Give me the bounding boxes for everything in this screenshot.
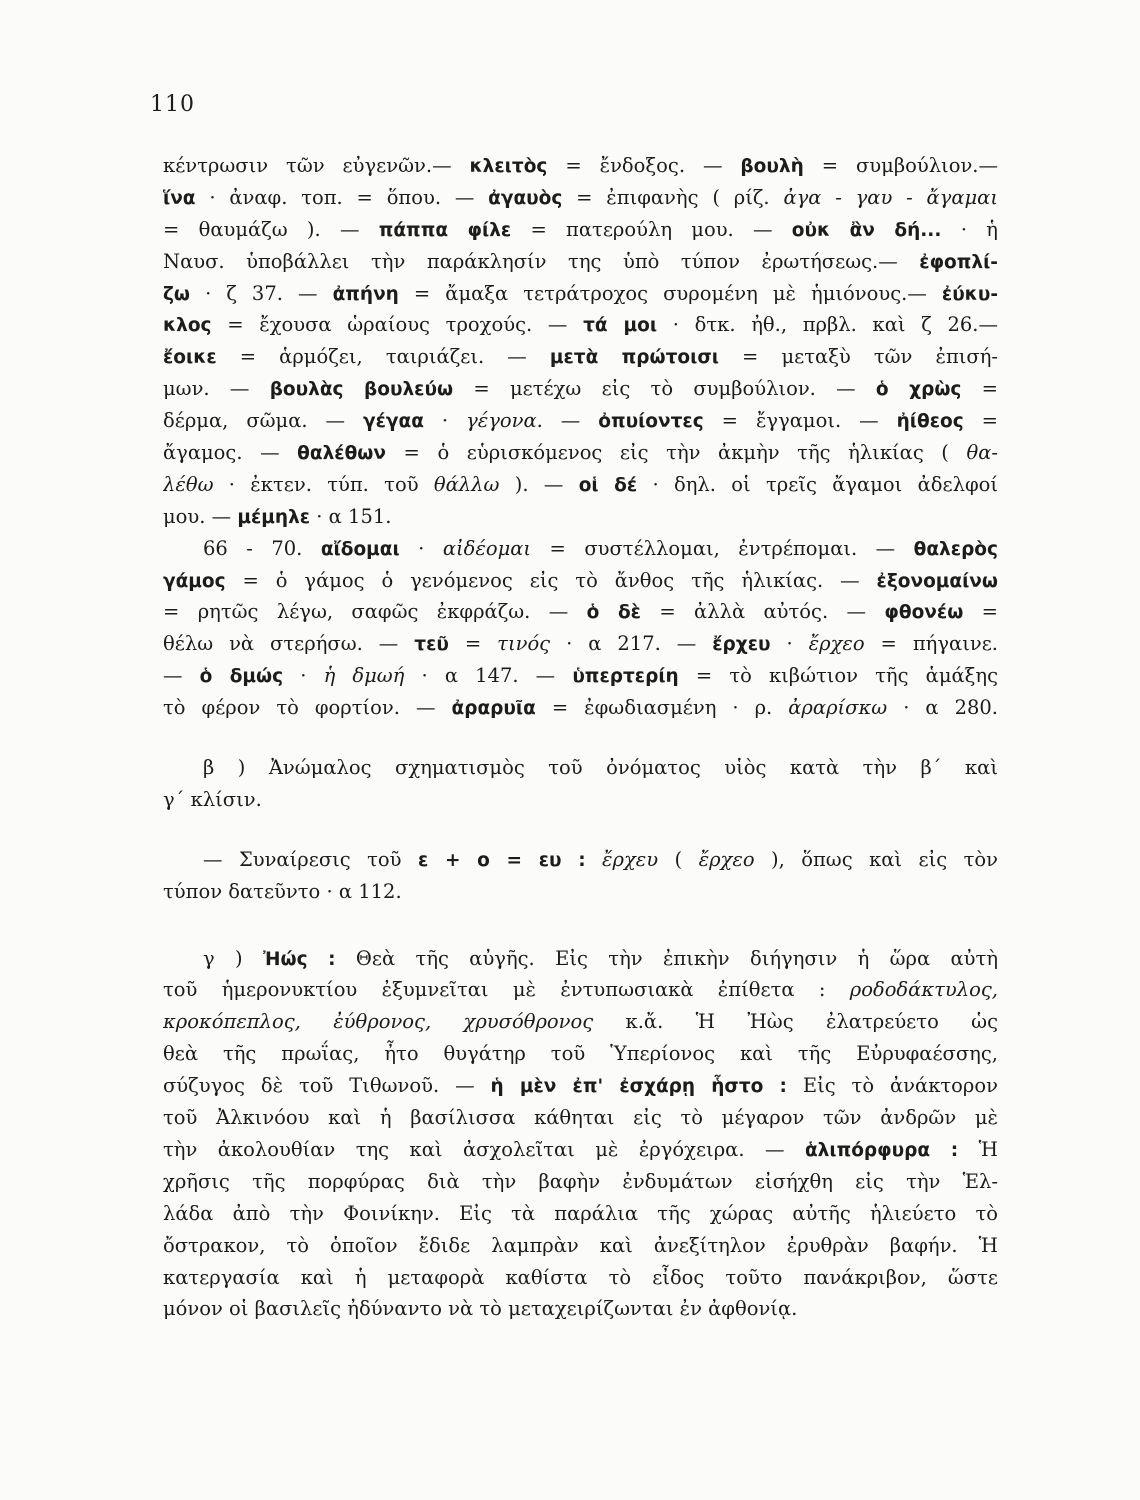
text-line: τύπον δατεῦντο · α 112. — [163, 879, 402, 903]
text-line: = θαυμάζω ). — πάππα φίλε = πατερούλη μου. — οὐκ ἂν δή... · ἡ — [163, 217, 998, 241]
text-line: τὸ φέρον τὸ φορτίον. — ἀραρυῖα = ἐφωδιασμένη · ρ. ἀραρίσκω · α 280. — [163, 696, 998, 720]
text-line: τοῦ ἡμερονυκτίου ἐξυμνεῖται μὲ ἐντυπωσιακὰ ἐπίθετα : ροδοδάκτυλος, — [163, 978, 998, 1002]
text-line: — Συναίρεσις τοῦ ε + ο = ευ : ἔρχευ ( ἔρχεο ), ὅπως καὶ εἰς τὸν — [203, 847, 998, 871]
text-line: ὄστρακον, τὸ ὁποῖον ἔδιδε λαμπρὰν καὶ ἀνεξίτηλον ἐρυθρὰν βαφήν. Ἡ — [163, 1233, 998, 1257]
text-line: τὴν ἀκολουθίαν της καὶ ἀσχολεῖται μὲ ἐργόχειρα. — ἁλιπόρφυρα : Ἡ — [163, 1137, 998, 1161]
text-line: κλος = ἔχουσα ὡραίους τροχούς. — τά μοι · δτκ. ἠθ., πρβλ. καὶ ζ 26.— — [163, 313, 998, 337]
text-line: Ναυσ. ὑποβάλλει τὴν παράκλησίν της ὑπὸ τύπον ἐρωτήσεως.— ἐφοπλί- — [163, 249, 998, 273]
text-line: γ΄ κλίσιν. — [163, 787, 262, 811]
text-line: τοῦ Ἀλκινόου καὶ ἡ βασίλισσα κάθηται εἰς τὸ μέγαρον τῶν ἀνδρῶν μὲ — [163, 1106, 998, 1130]
paragraph-gap — [163, 908, 998, 943]
paragraph-gap — [163, 816, 998, 844]
text-line: — ὁ δμώς · ἡ δμωή · α 147. — ὑπερτερίη = τὸ κιβώτιον τῆς ἁμάξης — [163, 664, 998, 688]
text-line: θεὰ τῆς πρωΐας, ἦτο θυγάτηρ τοῦ Ὑπερίονος καὶ τῆς Εὐρυφαέσσης, — [163, 1042, 998, 1066]
text-line: κατεργασία καὶ ἡ μεταφορὰ καθίστα τὸ εἶδος τοῦτο πανάκριβον, ὥστε — [163, 1265, 998, 1289]
text-line: = ρητῶς λέγω, σαφῶς ἐκφράζω. — ὁ δὲ = ἀλλὰ αὐτός. — φθονέω = — [163, 600, 998, 624]
text-line: ἵνα · ἀναφ. τοπ. = ὅπου. — ἀγαυὸς = ἐπιφανὴς ( ρίζ. ἀγα - γαυ - ἄγαμαι — [163, 185, 998, 209]
text-line: ἄγαμος. — θαλέθων = ὁ εὑρισκόμενος εἰς τὴν ἀκμὴν τῆς ἡλικίας ( θα- — [163, 441, 998, 465]
text-line: μόνον οἱ βασιλεῖς ἠδύναντο νὰ τὸ μεταχειρίζωνται ἐν ἀφθονίᾳ. — [163, 1297, 798, 1321]
paragraph-gap — [163, 724, 998, 752]
text-line: μων. — βουλὰς βουλεύω = μετέχω εἰς τὸ συμβούλιον. — ὁ χρὼς = — [163, 377, 998, 401]
page-number: 110 — [150, 92, 195, 117]
text-line: χρῆσις τῆς πορφύρας διὰ τὴν βαφὴν ἐνδυμάτων εἰσήχθη εἰς τὴν Ἑλ- — [163, 1169, 998, 1193]
text-line: β ) Ἀνώμαλος σχηματισμὸς τοῦ ὀνόματος υἱὸς κατὰ τὴν β΄ καὶ — [203, 756, 998, 780]
text-line: γ ) Ἠώς : Θεὰ τῆς αὐγῆς. Εἰς τὴν ἐπικὴν διήγησιν ἡ ὥρα αὐτὴ — [203, 946, 998, 970]
text-line: κροκόπεπλος, ἐύθρονος, χρυσόθρονος κ.ἄ. Ἡ Ἠὼς ἐλατρεύετο ὡς — [163, 1010, 998, 1034]
text-line: κέντρωσιν τῶν εὐγενῶν.— κλειτὸς = ἔνδοξος. — βουλὴ = συμβούλιον.— — [163, 154, 998, 177]
text-line: λέθω · ἐκτεν. τύπ. τοῦ θάλλω ). — οἱ δέ · δηλ. οἱ τρεῖς ἄγαμοι ἀδελφοί — [163, 472, 998, 496]
text-line: 66 - 70. αἴδομαι · αἰδέομαι = συστέλλομαι, ἐντρέπομαι. — θαλερὸς — [203, 536, 998, 560]
main-text — [163, 150, 998, 1325]
text-line: γάμος = ὁ γάμος ὁ γενόμενος εἰς τὸ ἄνθος τῆς ἡλικίας. — ἐξονομαίνω — [163, 568, 998, 592]
text-line: ἔοικε = ἁρμόζει, ταιριάζει. — μετὰ πρώτοισι = μεταξὺ τῶν ἐπισή- — [163, 345, 998, 369]
text-line: ζω · ζ 37. — ἀπήνη = ἄμαξα τετράτροχος συρομένη μὲ ἡμιόνους.— ἐύκυ- — [163, 281, 998, 305]
text-line: θέλω νὰ στερήσω. — τεῦ = τινός · α 217. — ἔρχευ · ἔρχεο = πήγαινε. — [163, 632, 998, 656]
text-line: μου. — μέμηλε · α 151. — [163, 504, 392, 528]
text-line: δέρμα, σῶμα. — γέγαα · γέγονα. — ὀπυίοντες = ἔγγαμοι. — ἠίθεος = — [163, 409, 998, 433]
text-line: λάδα ἀπὸ τὴν Φοινίκην. Εἰς τὰ παράλια τῆς χώρας αὐτῆς ἡλιεύετο τὸ — [163, 1201, 998, 1225]
text-line: σύζυγος δὲ τοῦ Τιθωνοῦ. — ἡ μὲν ἐπ' ἐσχάρῃ ἧστο : Εἰς τὸ ἀνάκτορον — [163, 1074, 998, 1098]
